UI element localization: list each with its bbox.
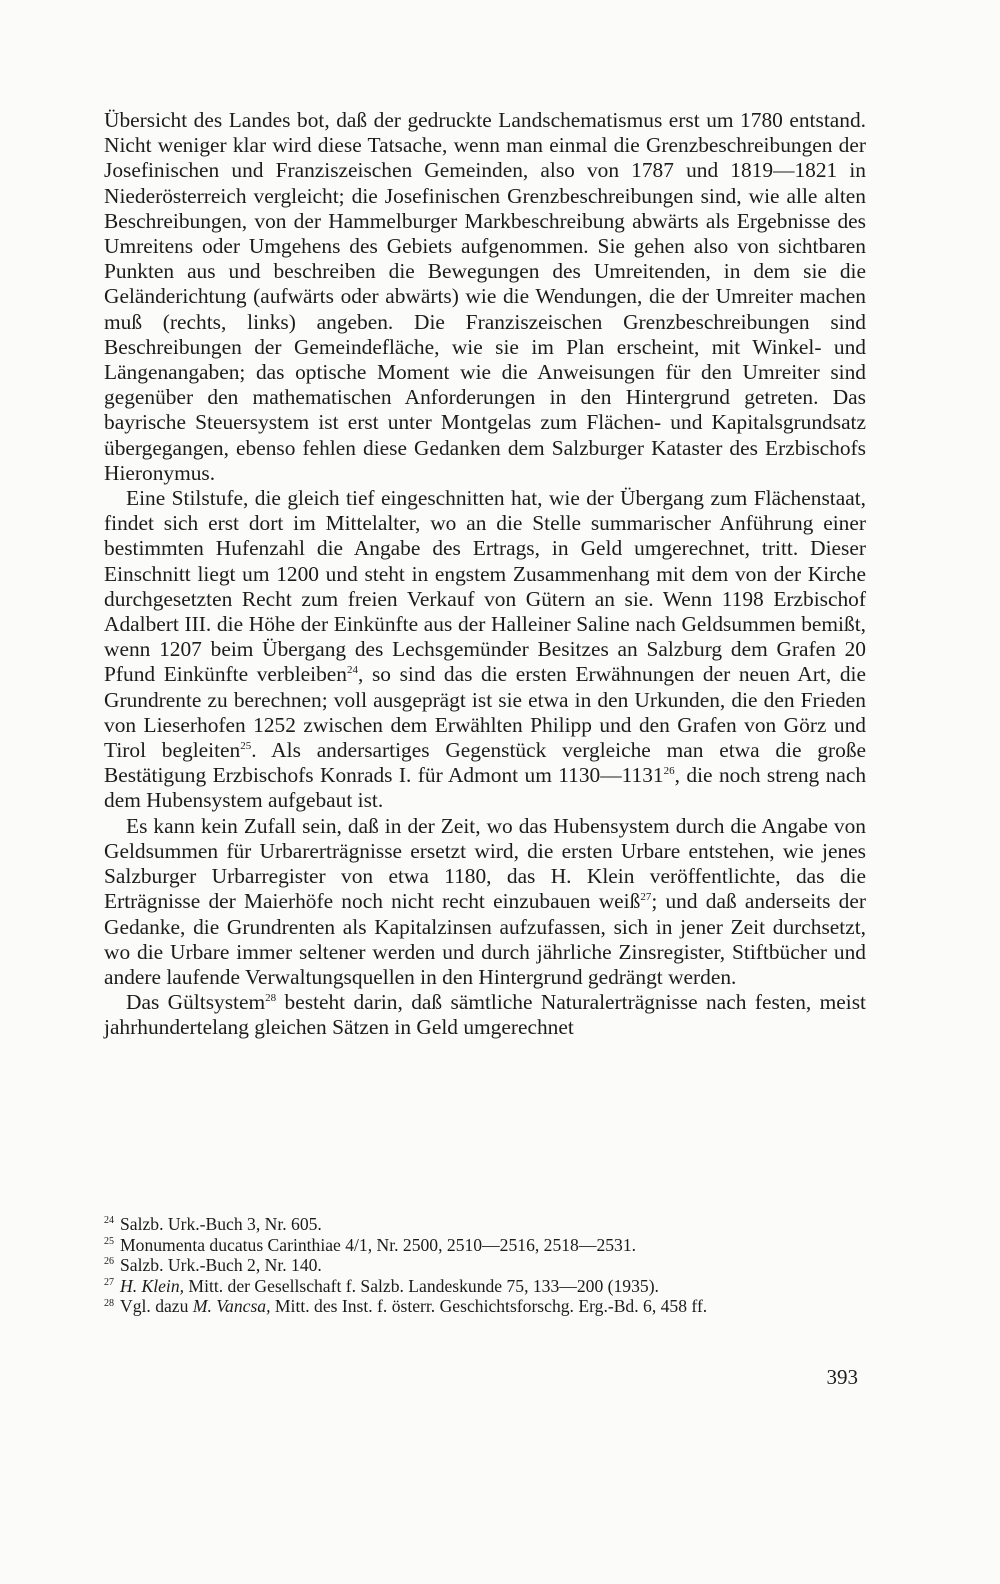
main-text [104,108,866,1041]
paragraph-1: Übersicht des Landes bot, daß der gedruckte Landschematismus erst um 1780 entstand. Nicht weniger klar wird diese Tatsache, wenn man einmal die Grenzbeschreibungen der Josefinischen und Franziszeischen Gemeinden, also von 1787 und 1819—1821 in Niederösterreich vergleicht; die Josefinischen Grenzbeschreibungen sind, wie alle alten Beschreibungen, von der Hammelburger Markbeschreibung abwärts als Ergebnisse des Umreitens oder Umgehens des Gebiets aufgenommen. Sie gehen also von sichtbaren Punkten aus und beschreiben die Bewegungen des Umreitenden, in dem sie die Geländerichtung (aufwärts oder abwärts) wie die Wendungen, die der Umreiter machen muß (rechts, links) angeben. Die Franziszeischen Grenzbeschreibungen sind Beschreibungen der Gemeindefläche, wie sie im Plan erscheint, mit Winkel- und Längenangaben; das optische Moment wie die Anweisungen für den Umreiter sind gegenüber den mathematischen Anforderungen in den Hintergrund getreten. Das bayrische Steuersystem ist erst unter Montgelas zum Flächen- und Kapitalsgrundsatz übergegangen, ebenso fehlen diese Gedanken dem Salzburger Kataster des Erzbischofs Hieronymus. [104,108,866,485]
footnote-28: 28 Vgl. dazu M. Vancsa, Mitt. des Inst. f. österr. Geschichtsforschg. Erg.-Bd. 6, 458 ff. [104,1296,708,1317]
footnote-ref-25: 25 [240,739,252,752]
footnote-ref-24: 24 [346,664,358,677]
paragraph-4: Das Gültsystem$^{28}$ besteht darin, daß sämtliche Naturalerträgnisse nach festen, meist jahrhundertelang gleichen Sätzen in Geld umgerechnet [104,990,867,1040]
footnote-26: 26 Salzb. Urk.-Buch 2, Nr. 140. [104,1255,322,1276]
footnote-author: M. Vancsa, [192,1296,271,1317]
footnote-27: 27 H. Klein, Mitt. der Gesellschaft f. Salzb. Landeskunde 75, 133—200 (1935). [104,1275,659,1296]
page-number: 393 [826,1365,858,1389]
footnote-ref-26: 26 [663,765,675,778]
paragraph-2: Eine Stilstufe, die gleich tief eingeschnitten hat, wie der Übergang zum Flächenstaat, findet sich erst dort im Mittelalter, wo an die Stelle summarischer Anführung einer bestimmten Hufenzahl die Angabe des Ertrags, in Geld umgerechnet, tritt. Dieser Einschnitt liegt um 1200 und steht in engstem Zusammenhang mit dem von der Kirche durchgesetzten Recht zum freien Verkauf von Gütern an sie. Wenn 1198 Erzbischof Adalbert III. die Höhe der Einkünfte aus der Halleiner Saline nach Geldsummen bemißt, wenn 1207 beim Übergang des Lechsgemünder Besitzes an Salzburg dem Grafen 20 Pfund Einkünfte verbleiben$^{24}$, so sind das die ersten Erwähnungen der neuen Art, die Grundrente zu berechnen; voll ausgeprägt ist sie etwa in den Urkunden, die den Frieden von Lieserhofen 1252 zwischen dem Erwählten Philipp und den Grafen von Görz und Tirol begleiten$^{25}$. Als andersartiges Gegenstück vergleiche man etwa die große Bestätigung Erzbischofs Konrads I. für Admont um 1130—1131$^{26}$, die noch streng nach dem Hubensystem aufgebaut ist. [104,486,867,813]
footnote-ref-27: 27 [640,891,652,904]
body-text [104,108,866,1041]
footnote-ref-28: 28 [265,991,277,1004]
paragraph-3: Es kann kein Zufall sein, daß in der Zeit, wo das Hubensystem durch die Angabe von Geldsummen für Urbarerträgnisse ersetzt wird, die ersten Urbare entstehen, wie jenes Salzburger Urbarregister von etwa 1180, das H. Klein veröffentlichte, das die Erträgnisse der Maierhöfe noch nicht recht einzubauen weiß$^{27}$; und daß anderseits der Gedanke, die Grundrenten als Kapitalzinsen aufzufassen, sich in jener Zeit durchsetzt, wo die Urbare immer seltener werden und durch jährliche Zinsregister, Stiftbücher und andere laufende Verwaltungsquellen in den Hintergrund gedrängt werden. [104,813,866,989]
footnote-author: H. Klein, [120,1275,185,1296]
footnote-24: 24 Salzb. Urk.-Buch 3, Nr. 605. [104,1214,322,1234]
footnotes [104,1214,866,1317]
footnote-25: 25 Monumenta ducatus Carinthiae 4/1, Nr. 2500, 2510—2516, 2518—2531. [104,1234,637,1255]
